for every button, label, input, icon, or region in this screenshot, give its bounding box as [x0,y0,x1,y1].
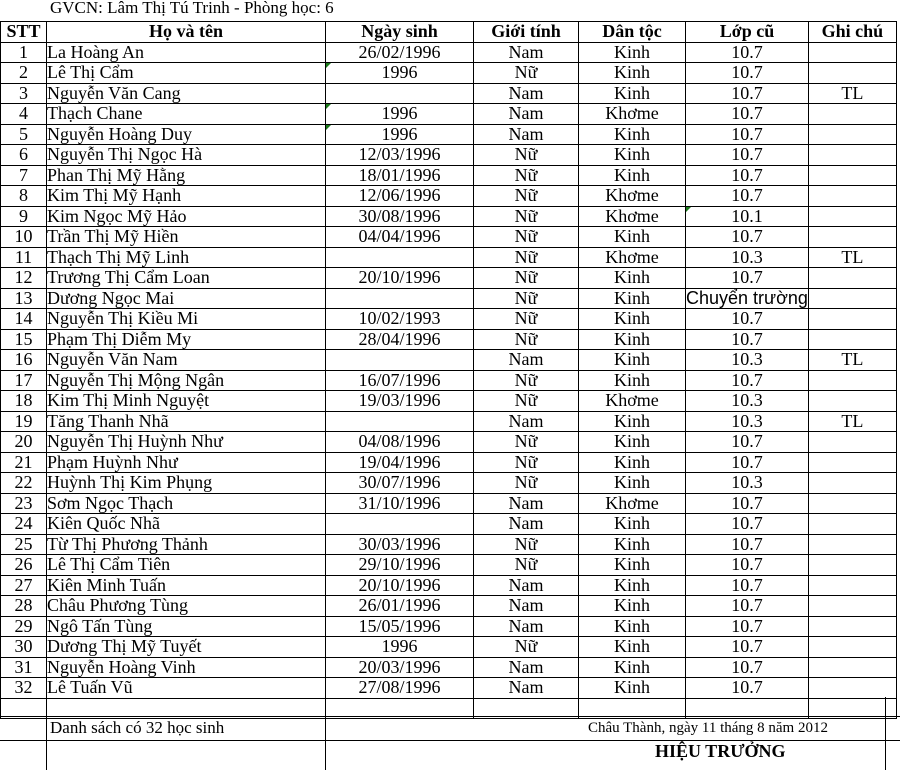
cell-old-class[interactable]: 10.7 [686,329,809,350]
cell-stt[interactable]: 16 [1,350,47,371]
cell-stt[interactable]: 29 [1,616,47,637]
cell-name[interactable]: Kiên Minh Tuấn [47,575,326,596]
cell-stt[interactable]: 1 [1,42,47,63]
cell-note[interactable] [808,391,896,412]
cell-gender[interactable]: Nữ [474,63,579,84]
table-row [1,145,897,166]
cell-stt[interactable]: 28 [1,596,47,617]
cell-dob[interactable]: 19/04/1996 [326,452,474,473]
cell-stt[interactable]: 9 [1,206,47,227]
cell-name[interactable]: Nguyễn Văn Cang [47,83,326,104]
cell-name[interactable]: Nguyễn Thị Mộng Ngân [47,370,326,391]
table-row [1,432,897,453]
col-old-class[interactable]: Lớp cũ [686,22,809,43]
cell-ethnicity[interactable]: Kinh [579,432,686,453]
table-row [1,124,897,145]
cell-stt[interactable]: 2 [1,63,47,84]
table-row [1,329,897,350]
table-row [1,247,897,268]
table-row [1,637,897,658]
table-row [1,514,897,535]
table-row [1,452,897,473]
cell-old-class[interactable]: 10.7 [686,42,809,63]
cell-gender[interactable]: Nữ [474,452,579,473]
cell-old-class[interactable]: 10.7 [686,493,809,514]
cell-gender[interactable]: Nam [474,411,579,432]
table-row [1,391,897,412]
cell-name[interactable]: Ngô Tấn Tùng [47,616,326,637]
cell-gender[interactable]: Nữ [474,288,579,309]
cell-ethnicity[interactable]: Kinh [579,473,686,494]
cell-ethnicity[interactable]: Khơme [579,186,686,207]
cell-ethnicity[interactable]: Khơme [579,247,686,268]
cell-old-class[interactable]: 10.7 [686,370,809,391]
cell-note[interactable] [808,493,896,514]
cell-note[interactable]: TL [808,411,896,432]
cell-stt[interactable]: 15 [1,329,47,350]
cell-gender[interactable]: Nam [474,678,579,699]
cell-dob[interactable]: 04/08/1996 [326,432,474,453]
cell-old-class[interactable]: 10.7 [686,186,809,207]
cell-note[interactable] [808,206,896,227]
cell-note[interactable] [808,555,896,576]
cell-gender[interactable]: Nữ [474,432,579,453]
cell-gender[interactable]: Nữ [474,227,579,248]
cell-name[interactable]: Phạm Huỳnh Như [47,452,326,473]
cell-note[interactable] [808,329,896,350]
footer-vline-1 [46,697,47,770]
cell-stt[interactable]: 14 [1,309,47,330]
cell-dob[interactable]: 12/03/1996 [326,145,474,166]
cell-note[interactable] [808,616,896,637]
col-name[interactable]: Họ và tên [47,22,326,43]
cell-ethnicity[interactable]: Kinh [579,637,686,658]
cell-ethnicity[interactable]: Kinh [579,227,686,248]
cell-ethnicity[interactable]: Kinh [579,678,686,699]
cell-dob[interactable]: 1996 [326,63,474,84]
cell-old-class[interactable]: 10.7 [686,596,809,617]
cell-gender[interactable]: Nam [474,124,579,145]
table-row [1,186,897,207]
cell-note[interactable] [808,452,896,473]
cell-gender[interactable]: Nữ [474,534,579,555]
cell-old-class[interactable]: 10.3 [686,247,809,268]
cell-gender[interactable]: Nam [474,42,579,63]
cell-old-class[interactable]: 10.7 [686,616,809,637]
table-row [1,473,897,494]
cell-gender[interactable]: Nữ [474,186,579,207]
cell-dob[interactable] [326,411,474,432]
student-table [0,21,897,719]
cell-old-class[interactable]: 10.7 [686,165,809,186]
cell-dob[interactable]: 30/08/1996 [326,206,474,227]
cell-note[interactable] [808,309,896,330]
cell-old-class[interactable]: 10.7 [686,63,809,84]
cell-note[interactable] [808,678,896,699]
cell-gender[interactable]: Nam [474,350,579,371]
cell-note[interactable]: TL [808,247,896,268]
cell-dob[interactable]: 19/03/1996 [326,391,474,412]
table-row [1,165,897,186]
cell-dob[interactable]: 1996 [326,637,474,658]
cell-old-class[interactable]: 10.7 [686,309,809,330]
cell-gender[interactable]: Nam [474,657,579,678]
cell-old-class[interactable]: 10.7 [686,268,809,289]
cell-note[interactable] [808,657,896,678]
table-row [1,268,897,289]
cell-stt[interactable]: 17 [1,370,47,391]
cell-name[interactable]: Phạm Thị Diễm My [47,329,326,350]
table-row [1,63,897,84]
cell-name[interactable]: Kim Ngọc Mỹ Hảo [47,206,326,227]
place-date-text: Châu Thành, ngày 11 tháng 8 năm 2012 [588,720,828,736]
cell-old-class[interactable]: 10.7 [686,83,809,104]
cell-old-class[interactable]: 10.7 [686,534,809,555]
cell-ethnicity[interactable]: Khơme [579,104,686,125]
cell-dob[interactable]: 04/04/1996 [326,227,474,248]
cell-stt[interactable]: 18 [1,391,47,412]
cell-name[interactable]: Dương Ngọc Mai [47,288,326,309]
cell-stt[interactable]: 13 [1,288,47,309]
cell-note[interactable]: TL [808,83,896,104]
table-row [1,370,897,391]
cell-stt[interactable]: 31 [1,657,47,678]
cell-ethnicity[interactable]: Kinh [579,268,686,289]
cell-name[interactable]: Tăng Thanh Nhã [47,411,326,432]
cell-dob[interactable]: 27/08/1996 [326,678,474,699]
cell-gender[interactable]: Nam [474,596,579,617]
cell-dob[interactable]: 30/03/1996 [326,534,474,555]
cell-stt[interactable]: 27 [1,575,47,596]
table-row [1,288,897,309]
cell-gender[interactable]: Nam [474,514,579,535]
cell-dob[interactable]: 12/06/1996 [326,186,474,207]
cell-stt[interactable]: 10 [1,227,47,248]
cell-dob[interactable]: 20/10/1996 [326,268,474,289]
cell-gender[interactable]: Nam [474,493,579,514]
cell-dob[interactable]: 15/05/1996 [326,616,474,637]
table-row [1,493,897,514]
cell-ethnicity[interactable]: Khơme [579,493,686,514]
cell-old-class[interactable]: 10.1 [686,206,809,227]
table-row [1,555,897,576]
cell-ethnicity[interactable]: Kinh [579,596,686,617]
cell-gender[interactable]: Nữ [474,145,579,166]
student-count-text: Danh sách có 32 học sinh [50,718,225,737]
cell-name[interactable]: Nguyễn Hoàng Vinh [47,657,326,678]
cell-dob[interactable]: 16/07/1996 [326,370,474,391]
cell-ethnicity[interactable]: Kinh [579,657,686,678]
cell-old-class[interactable]: 10.3 [686,350,809,371]
table-row [1,227,897,248]
table-row [1,534,897,555]
cell-name[interactable]: Phan Thị Mỹ Hằng [47,165,326,186]
cell-dob[interactable] [326,288,474,309]
col-gender[interactable]: Giới tính [474,22,579,43]
cell-dob[interactable]: 30/07/1996 [326,473,474,494]
cell-old-class[interactable]: 10.7 [686,104,809,125]
cell-name[interactable]: Huỳnh Thị Kim Phụng [47,473,326,494]
cell-name[interactable]: Nguyễn Thị Ngọc Hà [47,145,326,166]
cell-dob[interactable]: 29/10/1996 [326,555,474,576]
cell-dob[interactable]: 10/02/1993 [326,309,474,330]
cell-ethnicity[interactable]: Kinh [579,370,686,391]
cell-note[interactable] [808,124,896,145]
table-row [1,411,897,432]
cell-name[interactable]: Kim Thị Minh Nguyệt [47,391,326,412]
cell-ethnicity[interactable]: Kinh [579,452,686,473]
cell-dob[interactable] [326,83,474,104]
cell-stt[interactable]: 12 [1,268,47,289]
cell-ethnicity[interactable]: Kinh [579,411,686,432]
cell-gender[interactable]: Nữ [474,268,579,289]
cell-stt[interactable]: 6 [1,145,47,166]
cell-old-class[interactable]: 10.7 [686,514,809,535]
cell-name[interactable]: Kiên Quốc Nhã [47,514,326,535]
table-row [1,596,897,617]
cell-gender[interactable]: Nữ [474,329,579,350]
cell-ethnicity[interactable]: Khơme [579,391,686,412]
cell-name[interactable]: Thạch Chane [47,104,326,125]
cell-note[interactable] [808,637,896,658]
cell-name[interactable]: La Hoàng An [47,42,326,63]
table-row [1,616,897,637]
cell-note[interactable] [808,288,896,309]
cell-dob[interactable]: 26/01/1996 [326,596,474,617]
cell-dob[interactable]: 20/03/1996 [326,657,474,678]
cell-gender[interactable]: Nữ [474,309,579,330]
cell-name[interactable]: Dương Thị Mỹ Tuyết [47,637,326,658]
cell-name[interactable]: Nguyễn Văn Nam [47,350,326,371]
cell-note[interactable] [808,145,896,166]
cell-dob[interactable]: 1996 [326,104,474,125]
cell-note[interactable] [808,370,896,391]
cell-note[interactable] [808,596,896,617]
cell-name[interactable]: Thạch Thị Mỹ Linh [47,247,326,268]
table-row [1,657,897,678]
cell-ethnicity[interactable]: Kinh [579,616,686,637]
cell-dob[interactable] [326,350,474,371]
table-row [1,83,897,104]
cell-dob[interactable]: 26/02/1996 [326,42,474,63]
cell-name[interactable]: Lê Thị Cẩm [47,63,326,84]
cell-ethnicity[interactable]: Kinh [579,309,686,330]
cell-dob[interactable]: 1996 [326,124,474,145]
cell-name[interactable]: Nguyễn Thị Huỳnh Như [47,432,326,453]
cell-stt[interactable]: 32 [1,678,47,699]
cell-gender[interactable]: Nữ [474,206,579,227]
cell-stt[interactable]: 24 [1,514,47,535]
cell-name[interactable]: Từ Thị Phương Thảnh [47,534,326,555]
cell-stt[interactable]: 22 [1,473,47,494]
cell-gender[interactable]: Nữ [474,370,579,391]
cell-name[interactable]: Nguyễn Hoàng Duy [47,124,326,145]
cell-stt[interactable]: 3 [1,83,47,104]
cell-old-class[interactable]: 10.3 [686,473,809,494]
cell-gender[interactable]: Nam [474,83,579,104]
cell-ethnicity[interactable]: Kinh [579,555,686,576]
cell-note[interactable] [808,432,896,453]
cell-name[interactable]: Sơm Ngọc Thạch [47,493,326,514]
cell-ethnicity[interactable]: Kinh [579,42,686,63]
cell-old-class[interactable]: 10.7 [686,124,809,145]
cell-gender[interactable]: Nữ [474,165,579,186]
cell-gender[interactable]: Nữ [474,555,579,576]
cell-name[interactable]: Trần Thị Mỹ Hiền [47,227,326,248]
cell-note[interactable] [808,514,896,535]
cell-note[interactable] [808,63,896,84]
cell-ethnicity[interactable]: Kinh [579,145,686,166]
homeroom-teacher-line: GVCN: Lâm Thị Tú Trinh - Phòng học: 6 [50,0,334,17]
cell-gender[interactable]: Nữ [474,391,579,412]
cell-dob[interactable]: 31/10/1996 [326,493,474,514]
cell-ethnicity[interactable]: Kinh [579,534,686,555]
cell-stt[interactable]: 25 [1,534,47,555]
table-row [1,42,897,63]
cell-stt[interactable]: 8 [1,186,47,207]
cell-old-class[interactable]: 10.7 [686,637,809,658]
table-row [1,206,897,227]
cell-gender[interactable]: Nam [474,616,579,637]
footer-top-line [0,716,900,717]
cell-stt[interactable]: 21 [1,452,47,473]
col-dob[interactable]: Ngày sinh [326,22,474,43]
table-row [1,104,897,125]
cell-old-class[interactable]: 10.7 [686,678,809,699]
cell-note[interactable] [808,268,896,289]
cell-gender[interactable]: Nam [474,575,579,596]
table-row [1,309,897,330]
cell-dob[interactable]: 18/01/1996 [326,165,474,186]
table-row [1,678,897,699]
cell-old-class[interactable]: 10.3 [686,411,809,432]
cell-dob[interactable] [326,247,474,268]
cell-stt[interactable]: 7 [1,165,47,186]
cell-old-class[interactable]: 10.7 [686,575,809,596]
cell-old-class[interactable]: Chuyển trường [686,288,808,308]
cell-stt[interactable]: 4 [1,104,47,125]
cell-note[interactable] [808,42,896,63]
col-ethnicity[interactable]: Dân tộc [579,22,686,43]
cell-stt[interactable]: 11 [1,247,47,268]
table-row [1,575,897,596]
cell-old-class[interactable]: 10.7 [686,145,809,166]
cell-old-class[interactable]: 10.7 [686,657,809,678]
cell-note[interactable]: TL [808,350,896,371]
cell-note[interactable] [808,165,896,186]
cell-stt[interactable]: 26 [1,555,47,576]
footer-vline-2 [325,697,326,770]
cell-gender[interactable]: Nữ [474,473,579,494]
cell-note[interactable] [808,186,896,207]
cell-name[interactable]: Kim Thị Mỹ Hạnh [47,186,326,207]
principal-title: HIỆU TRƯỞNG [655,741,786,761]
cell-ethnicity[interactable]: Kinh [579,124,686,145]
cell-ethnicity[interactable]: Kinh [579,63,686,84]
cell-gender[interactable]: Nữ [474,247,579,268]
cell-ethnicity[interactable]: Kinh [579,83,686,104]
cell-note[interactable] [808,534,896,555]
col-stt[interactable]: STT [1,22,47,43]
cell-dob[interactable]: 20/10/1996 [326,575,474,596]
cell-old-class[interactable]: 10.7 [686,432,809,453]
cell-name[interactable]: Trương Thị Cẩm Loan [47,268,326,289]
col-note[interactable]: Ghi chú [808,22,896,43]
cell-note[interactable] [808,104,896,125]
cell-ethnicity[interactable]: Kinh [579,329,686,350]
cell-note[interactable] [808,473,896,494]
header-row [1,22,897,43]
footer-vline-3 [885,697,886,770]
cell-old-class[interactable]: 10.7 [686,227,809,248]
cell-old-class[interactable]: 10.7 [686,452,809,473]
cell-stt[interactable]: 30 [1,637,47,658]
cell-dob[interactable] [326,514,474,535]
cell-old-class[interactable]: 10.3 [686,391,809,412]
cell-ethnicity[interactable]: Kinh [579,288,686,309]
table-row [1,350,897,371]
cell-ethnicity[interactable]: Kinh [579,575,686,596]
cell-ethnicity[interactable]: Khơme [579,206,686,227]
cell-ethnicity[interactable]: Kinh [579,350,686,371]
cell-dob[interactable]: 28/04/1996 [326,329,474,350]
cell-name[interactable]: Lê Thị Cẩm Tiên [47,555,326,576]
cell-ethnicity[interactable]: Kinh [579,514,686,535]
cell-stt[interactable]: 19 [1,411,47,432]
cell-stt[interactable]: 5 [1,124,47,145]
cell-old-class[interactable]: 10.7 [686,555,809,576]
cell-name[interactable]: Lê Tuấn Vũ [47,678,326,699]
cell-stt[interactable]: 20 [1,432,47,453]
cell-ethnicity[interactable]: Kinh [579,165,686,186]
cell-gender[interactable]: Nữ [474,637,579,658]
cell-note[interactable] [808,575,896,596]
cell-gender[interactable]: Nam [474,104,579,125]
cell-note[interactable] [808,227,896,248]
cell-name[interactable]: Châu Phương Tùng [47,596,326,617]
cell-name[interactable]: Nguyễn Thị Kiều Mi [47,309,326,330]
cell-stt[interactable]: 23 [1,493,47,514]
